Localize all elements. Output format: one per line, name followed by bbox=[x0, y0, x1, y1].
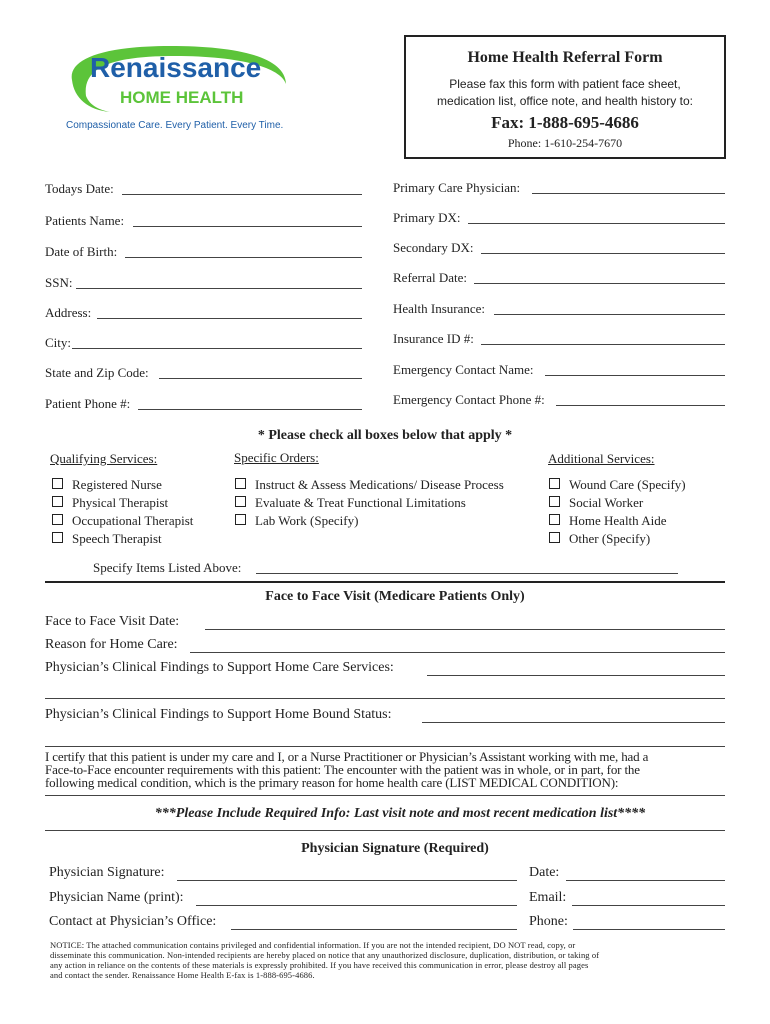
qualifying-services-list bbox=[52, 476, 193, 548]
checkbox-icon[interactable] bbox=[235, 514, 246, 525]
secondary-dx-field[interactable] bbox=[481, 253, 725, 254]
field-label-emergency-contact-phone: Emergency Contact Phone #: bbox=[393, 392, 545, 407]
findings-home-care-field-line2[interactable] bbox=[45, 698, 725, 699]
physician-name-field[interactable] bbox=[196, 905, 517, 906]
findings-home-bound-field[interactable] bbox=[422, 722, 725, 723]
findings-home-bound-field-line2[interactable] bbox=[45, 746, 725, 747]
date-field[interactable] bbox=[566, 880, 725, 881]
state-zip-field[interactable] bbox=[159, 378, 362, 379]
service-checkbox-registered-nurse[interactable] bbox=[52, 476, 193, 494]
additional-label: Other (Specify) bbox=[569, 531, 651, 546]
reason-home-care-label: Reason for Home Care: bbox=[45, 637, 178, 652]
certification-statement bbox=[45, 750, 745, 789]
order-label: Lab Work (Specify) bbox=[255, 513, 359, 528]
section-divider bbox=[45, 581, 725, 583]
fax-instructions-line1: Please fax this form with patient face sheet, bbox=[449, 77, 681, 91]
checkbox-icon[interactable] bbox=[235, 496, 246, 507]
date-label: Date: bbox=[529, 865, 560, 880]
field-label-city: City: bbox=[45, 335, 72, 350]
certify-line1: I certify that this patient is under my care and I, or a Nurse Practitioner or Physician’s Assistant working with me, had a bbox=[45, 749, 649, 764]
face-to-face-heading: Face to Face Visit (Medicare Patients Only) bbox=[265, 589, 525, 604]
contact-office-field[interactable] bbox=[231, 929, 517, 930]
emergency-contact-phone-field[interactable] bbox=[556, 405, 725, 406]
primary-dx-field[interactable] bbox=[468, 223, 725, 224]
checkbox-icon[interactable] bbox=[549, 478, 560, 489]
form-title: Home Health Referral Form bbox=[467, 49, 663, 66]
checkbox-icon[interactable] bbox=[52, 514, 63, 525]
company-logo bbox=[60, 40, 300, 140]
phone-number: Phone: 1-610-254-7670 bbox=[507, 136, 623, 150]
city-field[interactable] bbox=[72, 348, 362, 349]
health-insurance-field[interactable] bbox=[494, 314, 725, 315]
fax-info-box bbox=[404, 35, 726, 159]
service-label: Physical Therapist bbox=[72, 495, 169, 510]
additional-label: Wound Care (Specify) bbox=[569, 477, 686, 492]
qualifying-services-heading: Qualifying Services: bbox=[50, 451, 158, 466]
specific-orders-list bbox=[235, 476, 504, 530]
field-label-referral-date: Referral Date: bbox=[393, 270, 467, 285]
email-field[interactable] bbox=[572, 905, 725, 906]
checkbox-icon[interactable] bbox=[52, 496, 63, 507]
additional-checkbox-wound-care[interactable] bbox=[549, 476, 686, 494]
field-label-patient-phone: Patient Phone #: bbox=[45, 396, 131, 411]
field-label-primary-dx: Primary DX: bbox=[393, 210, 461, 225]
specific-orders-heading: Specific Orders: bbox=[234, 450, 319, 465]
service-label: Registered Nurse bbox=[72, 477, 162, 492]
patient-phone-field[interactable] bbox=[138, 409, 362, 410]
checkbox-icon[interactable] bbox=[549, 532, 560, 543]
specify-items-field[interactable] bbox=[256, 573, 678, 574]
primary-care-physician-field[interactable] bbox=[532, 193, 725, 194]
reason-home-care-field[interactable] bbox=[190, 652, 725, 653]
order-checkbox-evaluate-treat[interactable] bbox=[235, 494, 504, 512]
additional-label: Home Health Aide bbox=[569, 513, 667, 528]
service-label: Occupational Therapist bbox=[72, 513, 194, 528]
findings-home-care-label: Physician’s Clinical Findings to Support Home Care Services: bbox=[45, 660, 394, 675]
referral-date-field[interactable] bbox=[474, 283, 725, 284]
order-label: Evaluate & Treat Functional Limitations bbox=[255, 495, 466, 510]
fax-instructions-line2: medication list, office note, and health history to: bbox=[437, 94, 693, 108]
field-label-address: Address: bbox=[45, 305, 92, 320]
service-label: Speech Therapist bbox=[72, 531, 162, 546]
ssn-field[interactable] bbox=[76, 288, 362, 289]
physician-signature-label: Physician Signature: bbox=[49, 865, 165, 880]
patients-name-field[interactable] bbox=[133, 226, 362, 227]
notice-line4: and contact the sender. Renaissance Home Health E-fax is 1-888-695-4686. bbox=[50, 970, 315, 980]
phone-label: Phone: bbox=[529, 914, 568, 929]
additional-checkbox-other[interactable] bbox=[549, 530, 686, 548]
field-label-date-of-birth: Date of Birth: bbox=[45, 244, 118, 259]
field-label-state-zip: State and Zip Code: bbox=[45, 365, 149, 380]
checkbox-icon[interactable] bbox=[52, 532, 63, 543]
findings-home-care-field[interactable] bbox=[427, 675, 725, 676]
required-info-note: ***Please Include Required Info: Last visit note and most recent medication list**** bbox=[154, 806, 646, 821]
checkbox-icon[interactable] bbox=[52, 478, 63, 489]
field-label-insurance-id: Insurance ID #: bbox=[393, 331, 474, 346]
phone-field[interactable] bbox=[573, 929, 725, 930]
todays-date-field[interactable] bbox=[122, 194, 362, 195]
notice-line2: disseminate this communication. Non-intended recipients are hereby placed on notice that any unauthorized disclosure, duplication, distribution, or taking of bbox=[50, 950, 600, 960]
order-label: Instruct & Assess Medications/ Disease Process bbox=[255, 477, 504, 492]
logo-tagline: Compassionate Care. Every Patient. Every Time. bbox=[66, 120, 284, 131]
notice-line1: NOTICE: The attached communication contains privileged and confidential information. If you are not the intended recipient, DO NOT read, copy, or bbox=[50, 940, 576, 950]
certify-line2: Face-to-Face encounter requirements with this patient: The encounter with the patient was in whole, or in part, for the bbox=[45, 762, 640, 777]
physician-signature-field[interactable] bbox=[177, 880, 517, 881]
checkbox-icon[interactable] bbox=[235, 478, 246, 489]
field-label-patients-name: Patients Name: bbox=[45, 213, 125, 228]
logo-name: Renaissance bbox=[90, 52, 262, 83]
medical-condition-field[interactable] bbox=[45, 795, 725, 796]
address-field[interactable] bbox=[97, 318, 362, 319]
field-label-emergency-contact-name: Emergency Contact Name: bbox=[393, 362, 534, 377]
field-label-primary-care-physician: Primary Care Physician: bbox=[393, 180, 521, 195]
order-checkbox-instruct-assess[interactable] bbox=[235, 476, 504, 494]
insurance-id-field[interactable] bbox=[481, 344, 725, 345]
service-checkbox-occupational-therapist[interactable] bbox=[52, 512, 193, 530]
checkbox-icon[interactable] bbox=[549, 514, 560, 525]
service-checkbox-physical-therapist[interactable] bbox=[52, 494, 193, 512]
contact-office-label: Contact at Physician’s Office: bbox=[49, 914, 217, 929]
findings-home-bound-label: Physician’s Clinical Findings to Support Home Bound Status: bbox=[45, 707, 392, 722]
field-label-ssn: SSN: bbox=[45, 275, 73, 290]
physician-name-label: Physician Name (print): bbox=[49, 890, 184, 905]
field-label-todays-date: Todays Date: bbox=[45, 181, 114, 196]
face-to-face-date-label: Face to Face Visit Date: bbox=[45, 614, 180, 629]
notice-line3: any action in reliance on the contents of these materials is expressly prohibited. If you have received this communication in error, please destroy all pages bbox=[50, 960, 589, 970]
signature-heading: Physician Signature (Required) bbox=[301, 841, 489, 856]
fax-number: Fax: 1-888-695-4686 bbox=[491, 113, 639, 132]
additional-services-list bbox=[549, 476, 686, 548]
field-label-secondary-dx: Secondary DX: bbox=[393, 240, 474, 255]
email-label: Email: bbox=[529, 890, 567, 905]
face-to-face-date-field[interactable] bbox=[205, 629, 725, 630]
specify-items-label: Specify Items Listed Above: bbox=[93, 560, 242, 575]
signature-divider bbox=[45, 830, 725, 831]
order-checkbox-lab-work[interactable] bbox=[235, 512, 504, 530]
additional-services-heading: Additional Services: bbox=[548, 451, 655, 466]
additional-checkbox-social-worker[interactable] bbox=[549, 494, 686, 512]
logo-subtitle: HOME HEALTH bbox=[120, 88, 244, 107]
services-instruction: * Please check all boxes below that apply * bbox=[257, 428, 513, 443]
field-label-health-insurance: Health Insurance: bbox=[393, 301, 486, 316]
additional-label: Social Worker bbox=[569, 495, 644, 510]
confidentiality-notice bbox=[50, 940, 730, 980]
checkbox-icon[interactable] bbox=[549, 496, 560, 507]
emergency-contact-name-field[interactable] bbox=[545, 375, 725, 376]
date-of-birth-field[interactable] bbox=[125, 257, 362, 258]
service-checkbox-speech-therapist[interactable] bbox=[52, 530, 193, 548]
certify-line3: following medical condition, which is the primary reason for home health care (LIST MEDICAL CONDITION): bbox=[45, 775, 619, 790]
additional-checkbox-home-health-aide[interactable] bbox=[549, 512, 686, 530]
